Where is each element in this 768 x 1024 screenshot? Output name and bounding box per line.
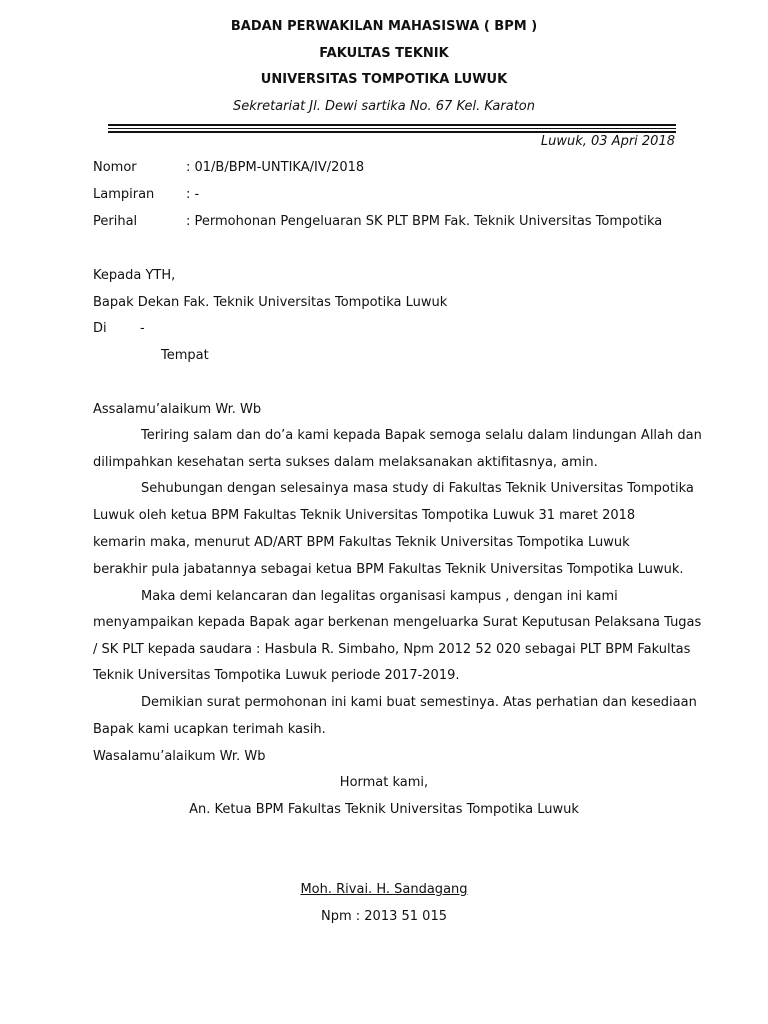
recipient-di-dash: - (140, 321, 145, 336)
letterhead-university: UNIVERSITAS TOMPOTIKA LUWUK (260, 72, 508, 87)
letter-date: Luwuk, 03 Apri 2018 (540, 134, 675, 149)
recipient-salutation: Kepada YTH, (93, 268, 176, 283)
closing-greeting: Wasalamu’alaikum Wr. Wb (93, 749, 266, 764)
nomor-label: Nomor (93, 160, 137, 175)
paragraph-line: Demikian surat permohonan ini kami buat semestinya. Atas perhatian dan kesediaan (141, 695, 697, 710)
paragraph-line: menyampaikan kepada Bapak agar berkenan mengeluarka Surat Keputusan Pelaksana Tugas (93, 615, 702, 630)
recipient-place: Tempat (161, 348, 209, 363)
greeting: Assalamu’alaikum Wr. Wb (93, 402, 262, 417)
recipient-name: Bapak Dekan Fak. Teknik Universitas Tompotika Luwuk (93, 295, 448, 310)
paragraph-line: berakhir pula jabatannya sebagai ketua BPM Fakultas Teknik Universitas Tompotika Luwuk. (93, 562, 684, 577)
lampiran-label: Lampiran (93, 187, 155, 202)
header-rule (108, 131, 676, 133)
header-rule (108, 128, 676, 129)
perihal-label: Perihal (93, 214, 138, 229)
letterhead-org: BADAN PERWAKILAN MAHASISWA ( BPM ) (230, 19, 538, 34)
paragraph-line: Teriring salam dan do’a kami kepada Bapak semoga selalu dalam lindungan Allah dan (141, 428, 702, 443)
signatory-npm: Npm : 2013 51 015 (321, 909, 447, 924)
paragraph-line: / SK PLT kepada saudara : Hasbula R. Simbaho, Npm 2012 52 020 sebagai PLT BPM Fakultas (93, 642, 691, 657)
recipient-di-label: Di (93, 321, 107, 336)
letterhead-address: Sekretariat Jl. Dewi sartika No. 67 Kel. Karaton (232, 99, 536, 114)
nomor-value: : 01/B/BPM-UNTIKA/IV/2018 (186, 160, 365, 175)
paragraph-line: Luwuk oleh ketua BPM Fakultas Teknik Universitas Tompotika Luwuk 31 maret 2018 (93, 508, 636, 523)
perihal-value: : Permohonan Pengeluaran SK PLT BPM Fak. Teknik Universitas Tompotika (186, 214, 663, 229)
signatory-name: Moh. Rivai. H. Sandagang (300, 882, 468, 897)
paragraph-line: Teknik Universitas Tompotika Luwuk periode 2017-2019. (93, 668, 460, 683)
signature-on-behalf: An. Ketua BPM Fakultas Teknik Universitas Tompotika Luwuk (189, 802, 579, 817)
paragraph-line: dilimpahkan kesehatan serta sukses dalam melaksanakan aktifitasnya, amin. (93, 455, 598, 470)
paragraph-line: Maka demi kelancaran dan legalitas organisasi kampus , dengan ini kami (141, 589, 618, 604)
header-rule (108, 124, 676, 126)
paragraph-line: kemarin maka, menurut AD/ART BPM Fakultas Teknik Universitas Tompotika Luwuk (93, 535, 630, 550)
paragraph-line: Sehubungan dengan selesainya masa study di Fakultas Teknik Universitas Tompotika (141, 481, 694, 496)
paragraph-line: Bapak kami ucapkan terimah kasih. (93, 722, 326, 737)
lampiran-value: : - (186, 187, 200, 202)
signature-hormat: Hormat kami, (339, 775, 429, 790)
letterhead-faculty: FAKULTAS TEKNIK (319, 46, 449, 61)
